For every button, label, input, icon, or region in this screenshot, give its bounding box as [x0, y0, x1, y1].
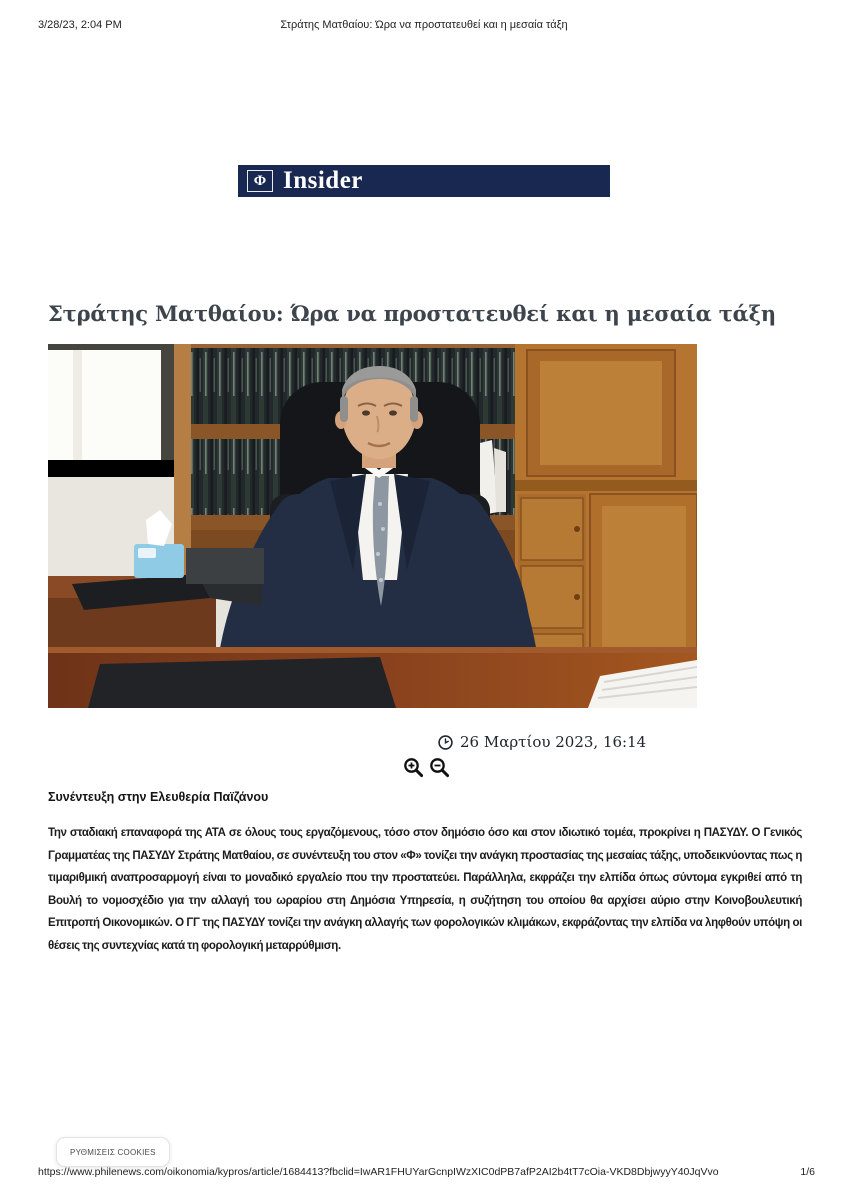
- cookies-settings-button[interactable]: [56, 1137, 170, 1167]
- article-date-row: [438, 733, 646, 751]
- zoom-out-button[interactable]: [429, 757, 449, 779]
- article-body: Την σταδιακή επαναφορά της ΑΤΑ σε όλους τους εργαζόμενους, τόσο στον δημόσιο όσο και στον ιδιωτικό τομέα, προκρίνει η ΠΑΣΥΔΥ. Ο Γενικός Γραμματέας της ΠΑΣΥΔΥ Στράτης Ματθαίου, σε συνέντευξη του στον «Φ» τονίζει την ανάγκη προστασίας της μεσαίας τάξης, υποδεικνύοντας πως η τιμαριθμική αναπροσαρμογή είναι το μοναδικό εργαλείο που την προστατεύει. Παράλληλα, εκφράζει την ελπίδα όπως σύντομα εγκριθεί από τη Βουλή το νομοσχέδιο για την αλλαγή του ωραρίου στη Δημόσια Υπηρεσία, η συζήτηση του οποίου θα αρχίσει αύριο στην Κοινοβουλευτική Επιτροπή Οικονομικών. Ο ΓΓ της ΠΑΣΥΔΥ τονίζει την ανάγκη αλλαγής των φορολογικών κλιμάκων, εκφράζοντας την ελπίδα να ληφθούν υπόψη οι θέσεις της συντεχνίας κατά τη φορολογική μεταρρύθμιση.: [48, 827, 802, 952]
- magnifier-plus-icon: [403, 757, 423, 779]
- print-header-title: Στράτης Ματθαίου: Ώρα να προστατευθεί και η μεσαία τάξη: [280, 19, 568, 31]
- phi-logo-icon: [247, 170, 273, 192]
- insider-banner: [238, 165, 610, 197]
- photo-illustration: [48, 344, 697, 708]
- print-datetime: 3/28/23, 2:04 PM: [38, 19, 122, 31]
- clock-icon: [438, 735, 453, 750]
- magnifier-minus-icon: [429, 757, 449, 779]
- cookies-settings-label: ΡΥΘΜΙΣΕΙΣ COOKIES: [70, 1147, 156, 1157]
- article-photo: [48, 344, 697, 708]
- article-byline: Συνέντευξη στην Ελευθερία Παϊζάνου: [48, 790, 269, 804]
- footer-url: https://www.philenews.com/oikonomia/kypros/article/1684413?fbclid=IwAR1FHUYarGcnpIWzXIC0dPB7afP2AI2b4tT7cOia-VKD8DbjwyyY40JqVvo: [38, 1166, 719, 1178]
- page-indicator: 1/6: [800, 1166, 815, 1178]
- phi-logo-symbol: Φ: [253, 172, 267, 189]
- zoom-controls: [403, 757, 449, 779]
- article-date: 26 Μαρτίου 2023, 16:14: [460, 733, 647, 751]
- insider-logo-text: Insider: [283, 167, 363, 194]
- zoom-in-button[interactable]: [403, 757, 423, 779]
- article-title: Στράτης Ματθαίου: Ώρα να προστατευθεί και η μεσαία τάξη: [48, 301, 776, 326]
